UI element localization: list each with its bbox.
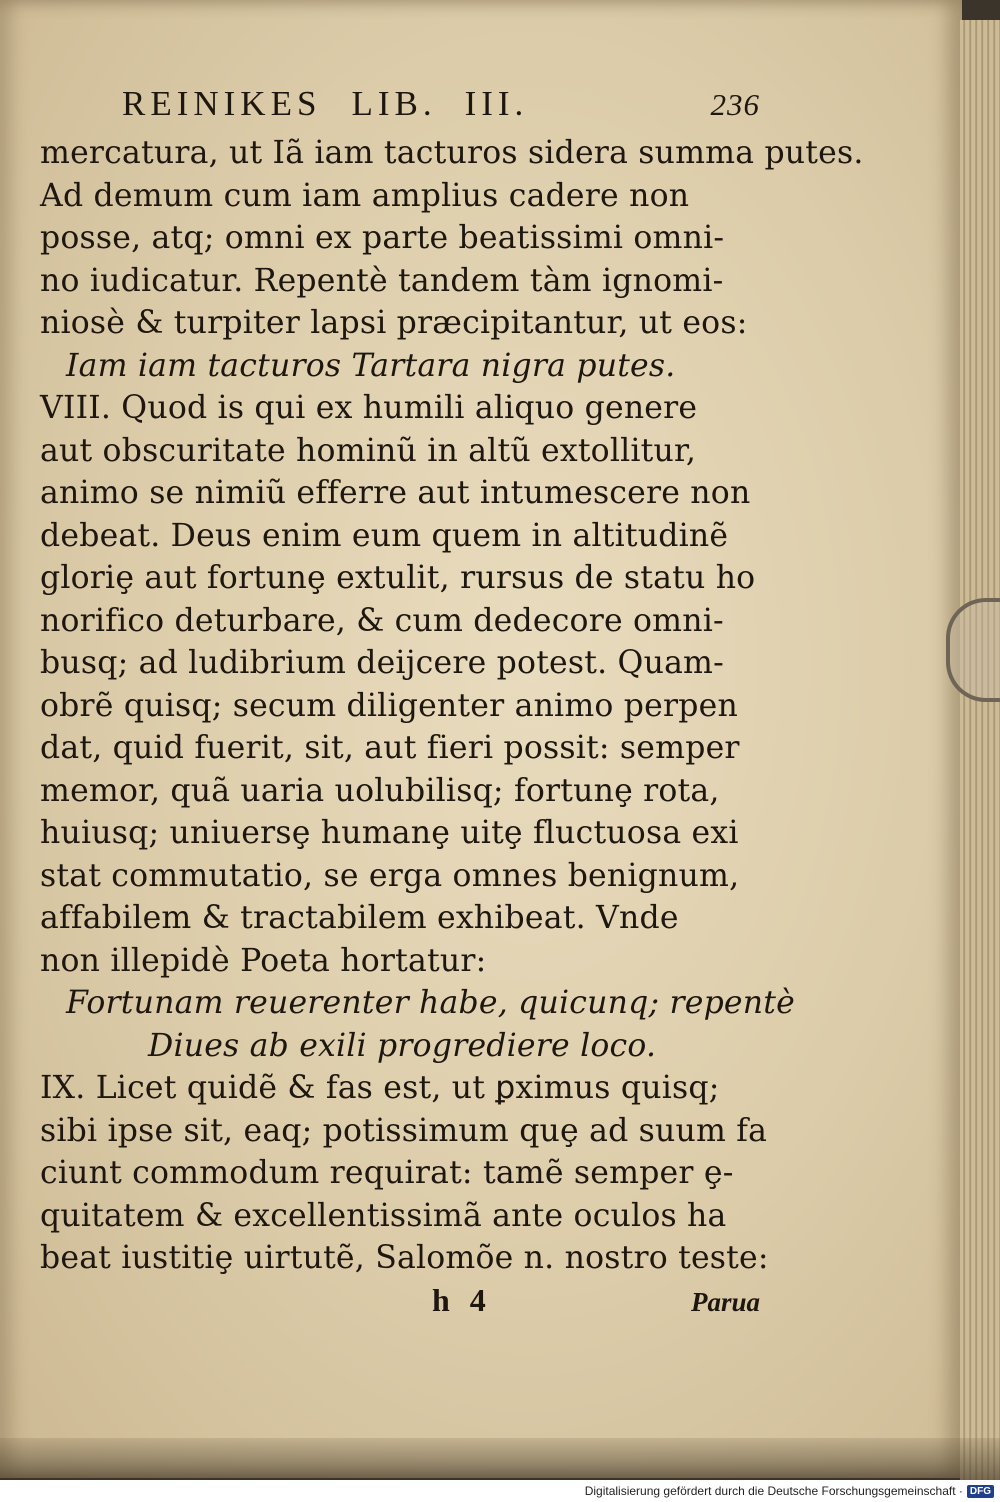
- text-line: quitatem & excellentissimã ante oculos ha: [40, 1197, 727, 1234]
- text-line: niosè & turpiter lapsi præcipitantur, ut eos:: [40, 305, 748, 341]
- header-title: REINIKES: [122, 84, 322, 123]
- text-line: VIII. Quod is qui ex humili aliquo genere: [40, 390, 698, 426]
- text-line: norifico deturbare, & cum dedecore omni-: [40, 602, 724, 639]
- text-line: obrẽ quisq; secum diligenter animo perpen: [40, 687, 738, 724]
- catchword: Parua: [690, 1286, 760, 1317]
- credit-text: Digitalisierung gefördert durch die Deutsche Forschungsgemeinschaft ·: [584, 1484, 963, 1498]
- text-line: memor, quã uaria uolubilisq; fortunȩ rota,: [40, 772, 720, 809]
- text-line: beat iustitiȩ uirtutẽ, Salomõe n. nostro teste:: [40, 1240, 769, 1276]
- text-line: sibi ipse sit, eaq; potissimum quȩ ad suum fa: [40, 1112, 768, 1149]
- dfg-logo: DFG: [967, 1485, 994, 1498]
- text-line: busq; ad ludibrium deijcere potest. Quam-: [40, 645, 724, 681]
- page-edges: [960, 20, 1000, 1480]
- text-line: posse, atq; omni ex parte beatissimi omni-: [40, 220, 725, 256]
- text-line: Iam iam tacturos Tartara nigra putes.: [66, 347, 676, 384]
- body-text: [40, 132, 864, 1280]
- page-text: [40, 84, 864, 1319]
- text-line: Ad demum cum iam amplius cadere non: [40, 177, 690, 214]
- text-line: animo se nimiũ efferre aut intumescere non: [40, 475, 751, 511]
- text-line: stat commutatio, se erga omnes benignum,: [40, 857, 740, 894]
- text-line: huiusq; uniuersȩ humanȩ uitȩ fluctuosa exi: [40, 815, 739, 851]
- page-clip: [946, 598, 1000, 702]
- page-number: 236: [710, 87, 760, 122]
- text-line: ciunt commodum requirat: tamẽ semper ȩ-: [40, 1155, 734, 1191]
- text-line: debeat. Deus enim eum quem in altitudinẽ: [40, 517, 729, 554]
- header-lib: LIB.: [351, 84, 437, 123]
- text-line: IX. Licet quidẽ & fas est, ut ꝑximus quisq;: [40, 1070, 720, 1106]
- text-line: Diues ab exili progrediere loco.: [148, 1027, 657, 1064]
- page-footer: [40, 1282, 760, 1319]
- signature-mark: h 4: [432, 1281, 492, 1318]
- text-line: non illepidè Poeta hortatur:: [40, 942, 487, 979]
- text-line: aut obscuritate hominũ in altũ extollitur,: [40, 432, 697, 469]
- header-book-number: III.: [464, 84, 529, 123]
- credit-bar: [0, 1480, 1000, 1502]
- text-line: gloriȩ aut fortunȩ extulit, rursus de statu ho: [40, 560, 756, 596]
- text-line: no iudicatur. Repentè tandem tàm ignomi-: [40, 262, 724, 299]
- text-line: dat, quid fuerit, sit, aut fieri possit: semper: [40, 730, 740, 766]
- page-bottom-shadow: [0, 1438, 1000, 1480]
- text-line: affabilem & tractabilem exhibeat. Vnde: [40, 900, 679, 936]
- text-line: mercatura, ut Iã iam tacturos sidera summa putes.: [40, 135, 864, 171]
- running-header: [122, 84, 760, 132]
- text-line: Fortunam reuerenter habe, quicunq; repentè: [66, 985, 795, 1021]
